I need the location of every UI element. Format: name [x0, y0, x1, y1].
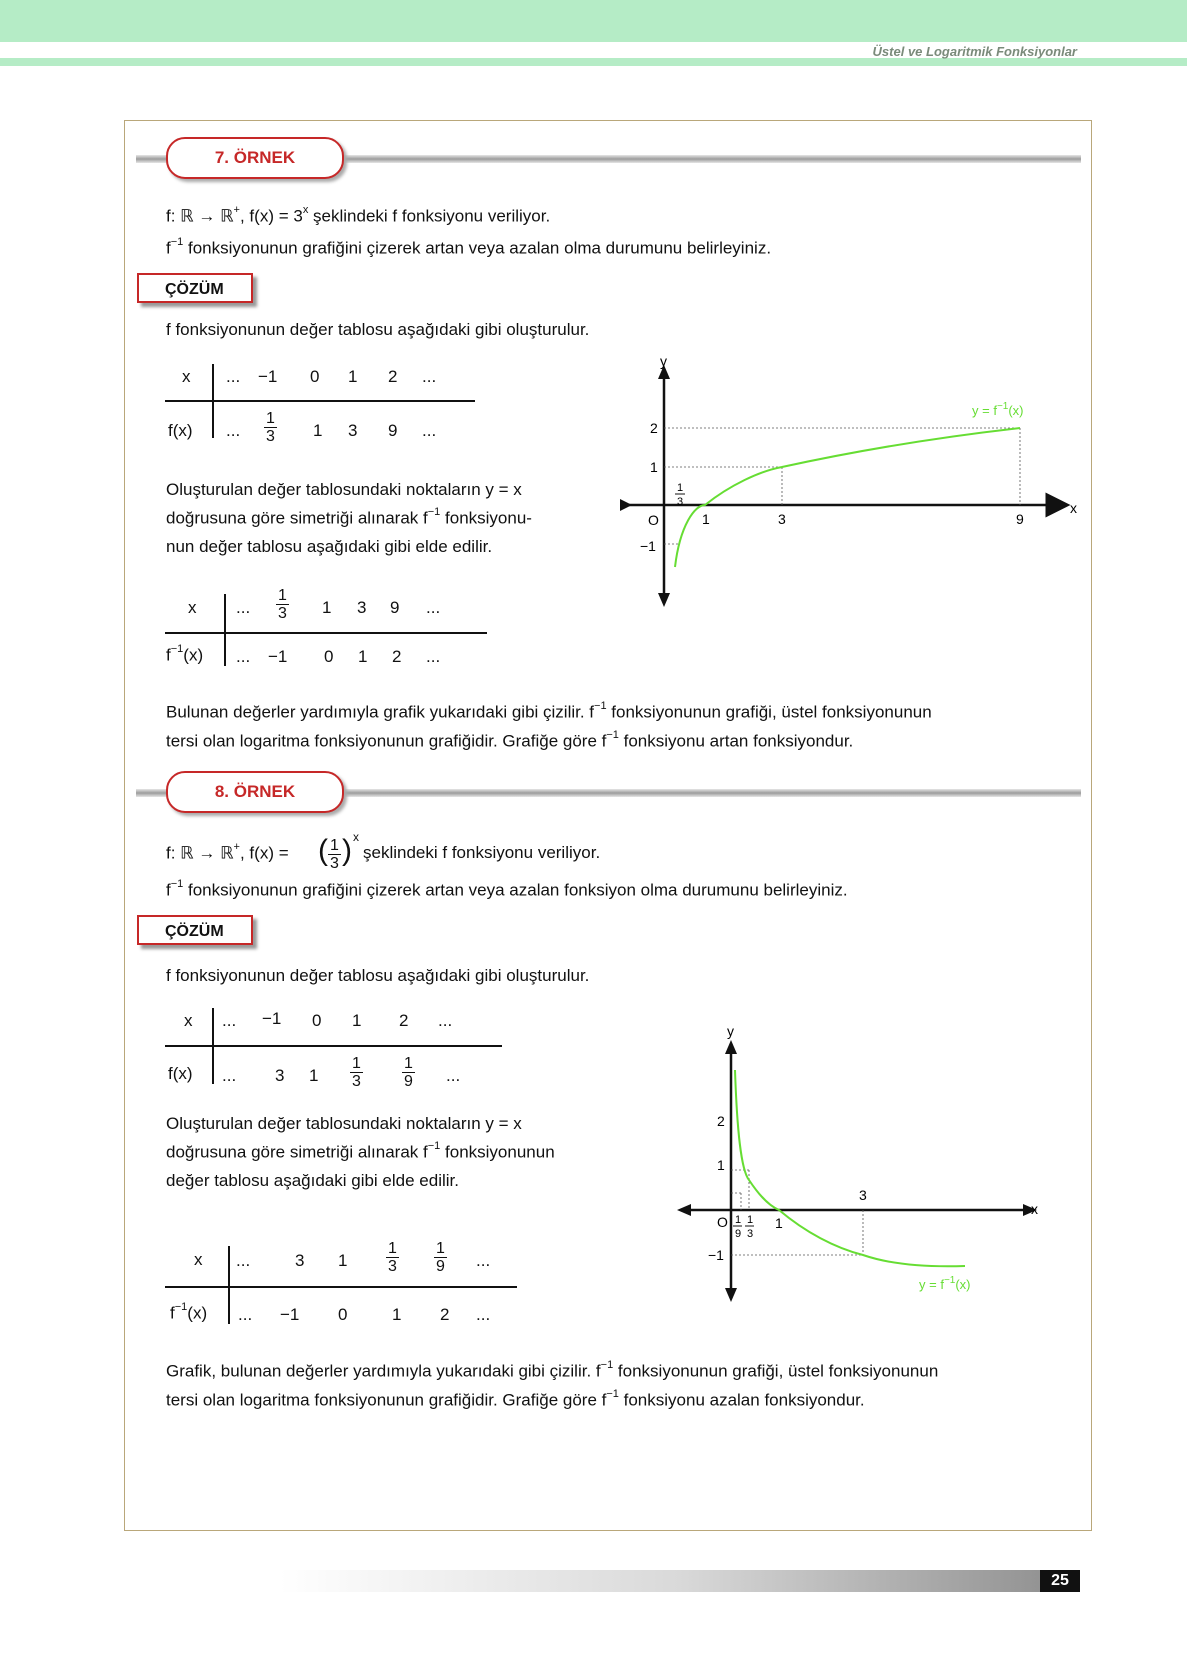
- ex8-concl2-sup: −1: [606, 1388, 619, 1400]
- ex8-concl-b: fonksiyonunun grafiği, üstel fonksiyonunun: [613, 1361, 939, 1381]
- label-a: y = f: [919, 1277, 944, 1292]
- ex8-y-axis-up-arrow: [725, 1040, 737, 1054]
- ex8-t2-r1-c0: ...: [236, 1251, 251, 1270]
- ex7-concl-a: Bulunan değerler yardımıyla grafik yukarıdaki gibi çizilir. f: [166, 702, 595, 722]
- frac-den: 3: [352, 1073, 361, 1090]
- f-symbol: f: [166, 645, 171, 665]
- ex7-curve: [675, 428, 1020, 567]
- ex8-concl2-b: fonksiyonu azalan fonksiyondur.: [618, 1390, 865, 1410]
- ex7-t1-r2-c4: 9: [388, 421, 398, 440]
- ex7-t1-r1-c2: 0: [310, 367, 320, 386]
- running-title: Üstel ve Logaritmik Fonksiyonlar: [872, 44, 1077, 59]
- ex7-symmetry-line2: [166, 508, 532, 529]
- ex7-statement-line1: [166, 206, 550, 227]
- ex7-x-label: x: [1070, 500, 1077, 516]
- ex7-statement-line2: [166, 238, 771, 259]
- ex7-t1-head-x: x: [182, 367, 191, 386]
- ex7-conclusion-line2: [166, 731, 853, 752]
- ex7-sym-sup: −1: [427, 506, 441, 518]
- ex7-t1-r1-c1: −1: [258, 367, 278, 386]
- ex8-y-axis-down-arrow: [725, 1288, 737, 1302]
- ex8-origin-label: O: [717, 1214, 728, 1230]
- ex8-t1-frac-third: [350, 1055, 363, 1090]
- ex7-t2-r1-c2: 1: [322, 598, 332, 617]
- frac-num: 1: [266, 410, 275, 427]
- ex8-domain-text: f: ℝ → ℝ: [166, 843, 234, 863]
- ex7-t2-head-finv: [166, 645, 203, 666]
- ex7-t1-r2-frac: [264, 410, 277, 445]
- ex8-sym-text-b: fonksiyonunun: [440, 1142, 555, 1162]
- frac-num: 1: [404, 1055, 413, 1072]
- ex7-xtick-1: 1: [702, 511, 710, 527]
- ex7-t2-r1-c4: 9: [390, 598, 400, 617]
- ex8-t2-r2-c0: ...: [238, 1305, 253, 1324]
- ex7-statement-end: şeklindeki f fonksiyonu veriliyor.: [308, 206, 551, 226]
- ex8-xtick-3: 3: [859, 1187, 867, 1203]
- ex7-t1-r2-c2: 1: [313, 421, 323, 440]
- ex8-xfrac-b-den: 3: [747, 1228, 754, 1240]
- ex8-xfrac-b-num: 1: [747, 1214, 754, 1226]
- ex7-symmetry-line3: nun değer tablosu aşağıdaki gibi elde edilir.: [166, 537, 493, 556]
- ex7-t2-head-x: x: [188, 598, 197, 617]
- ex8-x-axis-left-arrow: [677, 1204, 691, 1216]
- ex7-ytick-frac-num: 1: [677, 482, 684, 494]
- label-a: y = f: [972, 403, 997, 418]
- ex8-xfrac-a-den: 9: [735, 1228, 742, 1240]
- header-band: [0, 0, 1187, 42]
- ex7-t2-r1-c5: ...: [426, 598, 441, 617]
- ex8-base-frac: [328, 837, 341, 872]
- ex7-t2-r2-c5: ...: [426, 647, 441, 666]
- example-7-badge: 7. ÖRNEK: [166, 137, 344, 179]
- label-b: (x): [1008, 403, 1024, 418]
- ex8-graph: [675, 1010, 1055, 1310]
- ex7-domain-text: f: ℝ → ℝ: [166, 206, 234, 226]
- inverse-sup: −1: [170, 643, 184, 655]
- ex8-f-symbol: f: [166, 880, 171, 900]
- arg-x: (x): [183, 645, 204, 665]
- frac-den: 9: [404, 1073, 413, 1090]
- ex8-t1-r1-c1: −1: [262, 1009, 282, 1028]
- ex7-xtick-3: 3: [778, 511, 786, 527]
- ex8-t1-hrule: [165, 1045, 502, 1047]
- ex7-t2-r1-c3: 3: [357, 598, 367, 617]
- ex7-t1-r2-c5: ...: [422, 421, 437, 440]
- ex7-origin-label: O: [648, 512, 659, 528]
- ex8-t1-r1-c3: 1: [352, 1011, 362, 1030]
- ex8-statement-line1: [166, 843, 289, 864]
- ex8-t2-r2-c5: ...: [476, 1305, 491, 1324]
- ex8-t2-head-finv: [170, 1303, 207, 1324]
- ex8-statement-end: şeklindeki f fonksiyonu veriliyor.: [363, 843, 601, 862]
- frac-num: 1: [436, 1240, 445, 1257]
- ex7-t2-r2-c0: ...: [236, 647, 251, 666]
- ex7-concl2-b: fonksiyonu artan fonksiyondur.: [618, 731, 854, 751]
- ex8-t2-r2-c3: 1: [392, 1305, 402, 1324]
- ex7-t1-r2-c0: ...: [226, 421, 241, 440]
- label-sup: −1: [996, 401, 1009, 412]
- ex8-t2-r1-c1: 3: [295, 1251, 305, 1270]
- ex7-t2-r2-c1: −1: [268, 647, 288, 666]
- ex7-t1-r1-c0: ...: [226, 367, 241, 386]
- ex7-concl-sup: −1: [594, 700, 607, 712]
- ex8-curve: [735, 1070, 965, 1266]
- ex7-symmetry-line1: Oluşturulan değer tablosundaki noktaların y = x: [166, 480, 522, 499]
- ex8-xtick-1: 1: [775, 1215, 783, 1231]
- ex7-t2-r1-frac: [276, 587, 289, 622]
- ex8-y-label: y: [727, 1023, 734, 1039]
- ex7-t2-r2-c4: 2: [392, 647, 402, 666]
- ex8-curve-label: [919, 1275, 971, 1292]
- page-number: 25: [1040, 1570, 1080, 1592]
- ex7-conclusion-line1: [166, 702, 932, 723]
- ex7-ytick-frac-den: 3: [677, 496, 684, 508]
- ex7-exponent: x: [302, 204, 309, 216]
- frac-num: 1: [330, 837, 339, 854]
- ex8-function-text: , f(x) =: [239, 843, 289, 863]
- ex8-exponent: x: [353, 830, 359, 844]
- ex8-solution-badge: ÇÖZÜM: [137, 915, 253, 945]
- ex7-x-axis-left-arrow: [620, 499, 632, 511]
- ex8-concl-sup: −1: [600, 1359, 614, 1371]
- ex8-t1-r1-c4: 2: [399, 1011, 409, 1030]
- ex7-ytick-m1: −1: [640, 538, 656, 554]
- frac-num: 1: [352, 1055, 361, 1072]
- ex8-plus-sup: +: [233, 841, 240, 853]
- f-symbol: f: [170, 1303, 175, 1323]
- ex8-ytick-2: 2: [717, 1113, 725, 1129]
- ex8-t1-r2-c1: 3: [275, 1066, 285, 1085]
- ex7-y-label: y: [660, 355, 667, 369]
- ex7-t2-r2-c2: 0: [324, 647, 334, 666]
- ex8-t1-r1-c5: ...: [438, 1011, 453, 1030]
- ex8-t2-r2-c4: 2: [440, 1305, 450, 1324]
- ex8-table-intro: f fonksiyonunun değer tablosu aşağıdaki gibi oluşturulur.: [166, 966, 590, 985]
- ex8-question-text: fonksiyonunun grafiğini çizerek artan veya azalan fonksiyon olma durumunu belirleyiniz.: [183, 880, 848, 900]
- ex8-conclusion-line2: [166, 1390, 865, 1411]
- ex8-t2-frac-ninth: [434, 1240, 447, 1275]
- ex7-t2-hrule: [165, 632, 487, 634]
- ex7-question-text: fonksiyonunun grafiğini çizerek artan veya azalan olma durumunu belirleyiniz.: [183, 238, 772, 258]
- ex8-t1-r1-c0: ...: [222, 1011, 237, 1030]
- frac-num: 1: [278, 587, 287, 604]
- frac-den: 9: [436, 1258, 445, 1275]
- ex7-t1-r1-c5: ...: [422, 367, 437, 386]
- ex8-t1-r2-c0: ...: [222, 1066, 237, 1085]
- ex8-x-label: x: [1031, 1201, 1038, 1217]
- arg-x: (x): [187, 1303, 208, 1323]
- ex7-inverse-sup: −1: [170, 236, 184, 248]
- ex8-concl2-a: tersi olan logaritma fonksiyonunun grafiğidir. Grafiğe göre f: [166, 1390, 607, 1410]
- inverse-sup: −1: [174, 1301, 188, 1313]
- ex7-table-intro: f fonksiyonunun değer tablosu aşağıdaki gibi oluşturulur.: [166, 320, 590, 339]
- ex8-t2-vrule: [228, 1246, 230, 1324]
- ex8-conclusion-line1: [166, 1361, 938, 1382]
- label-sup: −1: [943, 1275, 956, 1286]
- ex8-t1-head-fx: f(x): [168, 1064, 193, 1083]
- ex7-sym-text-a: doğrusuna göre simetriği alınarak f: [166, 508, 428, 528]
- ex8-paren-right: ): [342, 834, 352, 867]
- ex7-t1-r1-c4: 2: [388, 367, 398, 386]
- ex8-xfrac-a-num: 1: [735, 1214, 742, 1226]
- ex8-t1-r2-c2: 1: [309, 1066, 319, 1085]
- frac-den: 3: [278, 605, 287, 622]
- ex7-sym-text-b: fonksiyonu-: [440, 508, 532, 528]
- ex8-concl-a: Grafik, bulunan değerler yardımıyla yukarıdaki gibi çizilir. f: [166, 1361, 601, 1381]
- ex7-xtick-9: 9: [1016, 511, 1024, 527]
- ex7-t2-vrule: [224, 594, 226, 666]
- ex8-sym-text-a: doğrusuna göre simetriği alınarak f: [166, 1142, 428, 1162]
- ex8-symmetry-line2: [166, 1142, 555, 1163]
- header-band-lower: [0, 58, 1187, 66]
- ex7-concl2-a: tersi olan logaritma fonksiyonunun grafiğidir. Grafiğe göre f: [166, 731, 607, 751]
- ex8-paren-left: (: [318, 834, 328, 867]
- ex7-solution-badge: ÇÖZÜM: [137, 273, 253, 303]
- ex7-t2-r1-c0: ...: [236, 598, 251, 617]
- ex8-t2-head-x: x: [194, 1250, 203, 1269]
- ex8-t1-head-x: x: [184, 1011, 193, 1030]
- label-b: (x): [955, 1277, 971, 1292]
- ex8-ytick-m1: −1: [708, 1247, 724, 1263]
- ex7-concl2-sup: −1: [606, 729, 619, 741]
- frac-den: 3: [330, 855, 339, 872]
- ex8-statement-line2: [166, 880, 848, 901]
- ex7-t1-r2-c3: 3: [348, 421, 358, 440]
- ex8-t2-r1-c2: 1: [338, 1251, 348, 1270]
- ex7-function-text: , f(x) = 3: [239, 206, 303, 226]
- ex8-t2-r2-c1: −1: [280, 1305, 300, 1324]
- frac-den: 3: [266, 428, 275, 445]
- ex8-t2-frac-third: [386, 1240, 399, 1275]
- ex8-symmetry-line1: Oluşturulan değer tablosundaki noktaların y = x: [166, 1114, 522, 1133]
- ex7-ytick-1: 1: [650, 459, 658, 475]
- ex7-y-axis-down-arrow: [658, 593, 670, 607]
- ex7-t1-hrule: [165, 400, 475, 402]
- ex7-t1-head-fx: f(x): [168, 421, 193, 440]
- example-8-badge: 8. ÖRNEK: [166, 771, 344, 813]
- ex8-t2-r1-c5: ...: [476, 1251, 491, 1270]
- ex7-concl-b: fonksiyonunun grafiği, üstel fonksiyonunun: [606, 702, 932, 722]
- ex8-ytick-1: 1: [717, 1157, 725, 1173]
- ex8-t2-hrule: [165, 1286, 517, 1288]
- ex8-t1-r2-c5: ...: [446, 1066, 461, 1085]
- ex8-inverse-sup: −1: [170, 878, 184, 890]
- footer-gradient-bar: [280, 1570, 1080, 1592]
- ex7-ytick-2: 2: [650, 420, 658, 436]
- ex7-f-symbol: f: [166, 238, 171, 258]
- ex7-t1-r1-c3: 1: [348, 367, 358, 386]
- ex8-symmetry-line3: değer tablosu aşağıdaki gibi elde edilir.: [166, 1171, 459, 1190]
- ex7-curve-label: [972, 401, 1024, 418]
- ex8-sym-sup: −1: [427, 1140, 441, 1152]
- ex7-t2-r2-c3: 1: [358, 647, 368, 666]
- ex8-t2-r2-c2: 0: [338, 1305, 348, 1324]
- ex7-graph: [620, 355, 1080, 610]
- ex8-t1-frac-ninth: [402, 1055, 415, 1090]
- frac-num: 1: [388, 1240, 397, 1257]
- ex8-t1-r1-c2: 0: [312, 1011, 322, 1030]
- frac-den: 3: [388, 1258, 397, 1275]
- ex7-plus-sup: +: [233, 204, 240, 216]
